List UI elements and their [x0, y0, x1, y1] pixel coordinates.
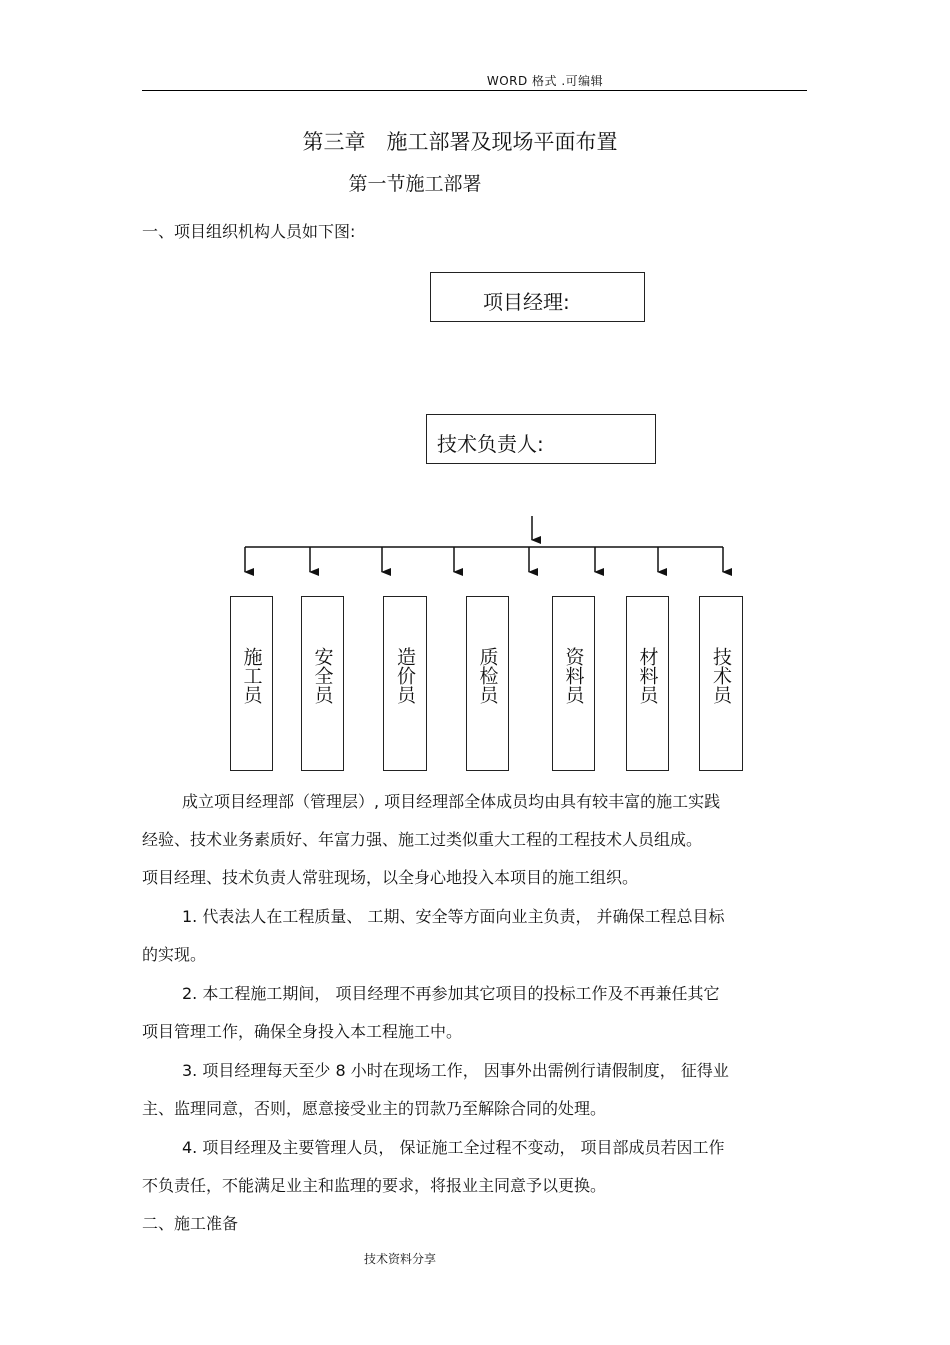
section-title: 第一节施工部署 — [348, 173, 482, 195]
role-box-technician — [699, 596, 743, 771]
role-box-documents — [552, 596, 595, 771]
role-box-cost — [383, 596, 427, 771]
role-box-quality — [466, 596, 509, 771]
role-label: 资料员 — [562, 647, 585, 704]
role-label: 材料员 — [636, 647, 659, 704]
list-item-4: 4. 项目经理及主要管理人员， 保证施工全过程不变动， 项目部成员若因工作 — [182, 1138, 725, 1157]
role-label: 施工员 — [240, 647, 263, 704]
paragraph-line: 成立项目经理部（管理层）, 项目经理部全体成员均由具有较丰富的施工实践 — [182, 792, 721, 811]
page-header: WORD 格式 .可编辑 — [486, 74, 604, 88]
list-item-3-cont: 主、监理同意，否则，愿意接受业主的罚款乃至解除合同的处理。 — [142, 1099, 607, 1118]
section-heading-2: 二、施工准备 — [142, 1214, 239, 1233]
list-item-3: 3. 项目经理每天至少 8 小时在现场工作， 因事外出需例行请假制度， 征得业 — [182, 1061, 729, 1080]
role-label: 安全员 — [311, 647, 334, 704]
page-footer: 技术资料分享 — [363, 1252, 436, 1266]
tech-lead-label: 技术负责人: — [437, 432, 544, 456]
role-box-safety — [301, 596, 344, 771]
paragraph-line: 项目经理、技术负责人常驻现场，以全身心地投入本项目的施工组织。 — [142, 868, 639, 887]
project-manager-label: 项目经理: — [483, 290, 570, 314]
chapter-title: 第三章 施工部署及现场平面布置 — [302, 130, 618, 154]
role-label: 技术员 — [710, 647, 732, 704]
list-item-4-cont: 不负责任，不能满足业主和监理的要求，将报业主同意予以更换。 — [142, 1176, 607, 1195]
list-item-2: 2. 本工程施工期间， 项目经理不再参加其它项目的投标工作及不再兼任其它 — [182, 984, 720, 1003]
list-item-1: 1. 代表法人在工程质量、 工期、安全等方面向业主负责， 并确保工程总目标 — [182, 907, 725, 926]
role-box-construction — [230, 596, 273, 771]
role-label: 质检员 — [476, 647, 499, 704]
org-intro: 一、项目组织机构人员如下图: — [142, 222, 356, 241]
role-label: 造价员 — [394, 647, 416, 704]
list-item-2-cont: 项目管理工作，确保全身投入本工程施工中。 — [142, 1022, 463, 1041]
list-item-1-cont: 的实现。 — [142, 945, 207, 964]
paragraph-line: 经验、技术业务素质好、年富力强、施工过类似重大工程的工程技术人员组成。 — [142, 830, 703, 849]
role-box-materials — [626, 596, 669, 771]
